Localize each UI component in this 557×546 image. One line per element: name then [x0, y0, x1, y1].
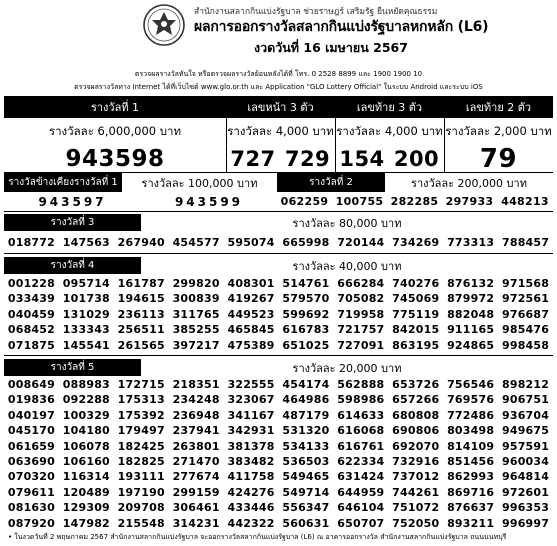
back3-number-2: 200 [393, 146, 440, 171]
prize4-number: 705082 [337, 292, 385, 306]
prize3-label: รางวัลที่ 3 [4, 214, 141, 231]
prize4-number: 514761 [282, 277, 330, 290]
prize5-number: 744261 [392, 485, 440, 499]
prize2-number: 282285 [390, 195, 439, 208]
prize5-number: 314231 [172, 516, 220, 530]
prize5-number: 949675 [501, 424, 550, 438]
prize5-number: 906751 [501, 393, 550, 407]
prize4-number: 300839 [172, 292, 220, 306]
divider [444, 118, 445, 172]
prize5-number: 598986 [337, 393, 385, 407]
prize5-number: 893211 [447, 516, 495, 530]
prize5-number: 614633 [337, 408, 385, 422]
prize5-number: 751072 [392, 501, 440, 515]
prize5-number: 464986 [282, 393, 330, 407]
prize5-number: 772486 [447, 408, 495, 422]
prize5-number: 769576 [447, 393, 495, 407]
prize5-number: 079611 [7, 485, 55, 499]
prize4-number: 311765 [172, 307, 220, 321]
last2-amount: รางวัลละ 2,000 บาท [445, 123, 552, 138]
prize4-numbers [4, 276, 553, 353]
prize5-number: 236948 [172, 408, 220, 422]
prize5-number: 104180 [62, 424, 110, 438]
prize5-number: 622334 [337, 454, 385, 468]
prize5-number: 106160 [62, 454, 110, 468]
prize4-number: 971568 [501, 277, 550, 290]
divider [4, 253, 553, 254]
prize5-number: 092288 [62, 393, 110, 407]
prize5-number: 147982 [62, 516, 110, 530]
front3-amount: รางวัลละ 4,000 บาท [227, 123, 334, 138]
prize5-number: 657266 [392, 393, 440, 407]
prize4-number: 599692 [282, 307, 330, 321]
prize5-number: 454174 [282, 378, 330, 391]
prize5-number: 814109 [447, 439, 495, 453]
prize3-number: 147563 [62, 236, 110, 249]
prize4-number: 863195 [392, 338, 440, 352]
prize3-number: 720144 [337, 236, 385, 249]
prize5-number: 129309 [62, 501, 110, 515]
prize5-number: 120489 [62, 485, 110, 499]
prize4-number: 033439 [7, 292, 55, 306]
prize4-number: 385255 [172, 323, 220, 337]
prize3-number: 454577 [172, 236, 220, 249]
prize4-number: 727091 [337, 338, 385, 352]
header [4, 0, 553, 68]
prize5-number: 081630 [7, 501, 55, 515]
prize4-number: 911165 [447, 323, 495, 337]
prize5-number: 182825 [117, 454, 165, 468]
organization-slogan: สำนักงานสลากกินแบ่งรัฐบาล ช่วยราษฎร์ เสริมรัฐ ยืนหยัดคุณธรรม [194, 7, 438, 17]
prize5-number: 756546 [447, 378, 495, 391]
prize5-number: 271470 [172, 454, 220, 468]
prize2-number: 100755 [335, 195, 384, 208]
lottery-results-sheet [4, 0, 553, 546]
prize5-number: 215548 [117, 516, 165, 530]
prize5-number: 179497 [117, 424, 165, 438]
prize4-number: 408301 [227, 277, 275, 290]
prize5-number: 960034 [501, 454, 550, 468]
prize4-number: 095714 [62, 277, 110, 290]
prize4-number: 299820 [172, 277, 220, 290]
prize5-number: 562888 [337, 378, 385, 391]
prize4-number: 068452 [7, 323, 55, 337]
prize5-number: 306461 [172, 501, 220, 515]
near1-number-2: 943599 [174, 194, 244, 209]
prize4-number: 924865 [447, 338, 495, 352]
prize5-number: 898212 [501, 378, 550, 391]
prize4-number: 998458 [501, 338, 550, 352]
prize5-numbers [4, 377, 553, 531]
prize4-number: 721757 [337, 323, 385, 337]
prize5-number: 862993 [447, 470, 495, 484]
prize2-number: 297933 [445, 195, 494, 208]
check-phone-line: ตรวจผลรางวัลทันใจ หรือตรวจผลรางวัลย้อนหลังได้ที่ โทร. 0 2528 8899 และ 1900 1900 10 [134, 70, 423, 78]
near1-label: รางวัลข้างเคียงรางวัลที่ 1 [4, 173, 122, 192]
prize5-number: 218351 [172, 378, 220, 391]
prize4-number: 972561 [501, 292, 550, 306]
last2-number: 79 [479, 145, 518, 172]
prize5-number: 549714 [282, 485, 330, 499]
prize5-number: 116314 [62, 470, 110, 484]
divider [335, 118, 336, 172]
prize4-number: 071875 [7, 338, 55, 352]
page-title: ผลการออกรางวัลสลากกินแบ่งรัฐบาลหกหลัก (L6) [194, 19, 489, 35]
prize5-number: 680808 [392, 408, 440, 422]
back3-label: เลขท้าย 3 ตัว [335, 96, 444, 118]
prize5-number: 531320 [282, 424, 330, 438]
prize4-number: 397217 [172, 338, 220, 352]
prize5-number: 936704 [501, 408, 550, 422]
prize4-number: 145541 [62, 338, 110, 352]
prize3-number: 734269 [392, 236, 440, 249]
prize5-number: 063690 [7, 454, 55, 468]
prize5-number: 383482 [227, 454, 275, 468]
prize5-number: 536503 [282, 454, 330, 468]
front3-number-1: 727 [230, 146, 276, 171]
prize5-number: 556347 [282, 501, 330, 515]
prize4-number: 719958 [337, 307, 385, 321]
prize4-number: 261565 [117, 338, 165, 352]
check-internet-line: ตรวจผลรางวัลทาง Internet ได้ที่เว็บไซต์ www.glo.or.th และ Application "GLO Lottery Official" ในระบบ Android และระบบ iOS [74, 83, 483, 91]
prize4-number: 236113 [117, 307, 165, 321]
prize5-number: 737012 [392, 470, 440, 484]
prize2-label: รางวัลที่ 2 [277, 173, 385, 192]
prize5-number: 424276 [227, 485, 275, 499]
near1-amount: รางวัลละ 100,000 บาท [141, 176, 258, 190]
prize4-number: 040459 [7, 307, 55, 321]
divider [4, 211, 553, 212]
prize5-number: 263801 [172, 439, 220, 453]
prize4-number: 985476 [501, 323, 550, 337]
prize5-number: 876637 [447, 501, 495, 515]
prize5-number: 299159 [172, 485, 220, 499]
prize4-number: 775119 [392, 307, 440, 321]
prize5-number: 964814 [501, 470, 550, 484]
prize3-amount: รางวัลละ 80,000 บาท [292, 216, 402, 230]
prize4-number: 651025 [282, 338, 330, 352]
prize4-number: 133343 [62, 323, 110, 337]
prize5-number: 646104 [337, 501, 385, 515]
prize5-number: 209708 [117, 501, 165, 515]
prize4-number: 745069 [392, 292, 440, 306]
prize4-number: 879972 [447, 292, 495, 306]
prize3-number: 665998 [282, 236, 330, 249]
footer-note: • ในงวดวันที่ 2 พฤษภาคม 2567 สำนักงานสลากกินแบ่งรัฐบาล จะออกรางวัลสลากกินแบ่งรัฐบาล (L6) ณ อาคารออกรางวัล สำนักงานสลากกินแบ่งรัฐบาล ถนนนนทบุรี [8, 533, 507, 541]
prize5-number: 019836 [7, 393, 55, 407]
prize2-number: 448213 [501, 195, 549, 208]
prize4-number: 579570 [282, 292, 330, 306]
prize3-number: 595074 [227, 236, 275, 249]
prize5-number: 381378 [227, 439, 275, 453]
prize5-number: 487179 [282, 408, 330, 422]
divider [226, 118, 227, 172]
prize4-number: 194615 [117, 292, 165, 306]
prize5-number: 653726 [392, 378, 440, 391]
prize5-number: 996353 [501, 501, 550, 515]
prize1-label: รางวัลที่ 1 [4, 96, 226, 118]
prize5-number: 690806 [392, 424, 440, 438]
prize3-number: 788457 [501, 236, 550, 249]
prize1-number: 943598 [65, 145, 165, 172]
prize4-number: 449523 [227, 307, 275, 321]
prize4-number: 256511 [117, 323, 165, 337]
prize5-number: 411758 [227, 470, 275, 484]
draw-date: งวดวันที่ 16 เมษายน 2567 [254, 40, 408, 55]
prize5-number: 644959 [337, 485, 385, 499]
prize5-number: 087920 [7, 516, 55, 530]
front3-number-2: 729 [284, 146, 331, 171]
near1-number-1: 943597 [38, 194, 107, 209]
prize5-number: 560631 [282, 516, 330, 530]
prize5-number: 172715 [117, 378, 165, 391]
prize2-number: 062259 [280, 195, 329, 208]
prize4-number: 465845 [227, 323, 275, 337]
prize5-number: 869716 [447, 485, 495, 499]
prize4-number: 419267 [227, 292, 275, 306]
prize3-number: 773313 [447, 236, 495, 249]
prize5-number: 616068 [337, 424, 385, 438]
prize5-number: 061659 [7, 439, 55, 453]
prize5-number: 534133 [282, 439, 330, 453]
prize5-number: 197190 [117, 485, 165, 499]
prize5-number: 692070 [392, 439, 440, 453]
prize4-number: 666284 [337, 277, 385, 290]
prize5-number: 277674 [172, 470, 220, 484]
prize5-number: 100329 [62, 408, 110, 422]
prize5-number: 433446 [227, 501, 275, 515]
prize5-label: รางวัลที่ 5 [4, 359, 141, 376]
prize5-number: 175392 [117, 408, 165, 422]
prize4-label: รางวัลที่ 4 [4, 257, 141, 274]
prize5-number: 234248 [172, 393, 220, 407]
prize5-number: 803498 [447, 424, 495, 438]
prize5-number: 631424 [337, 470, 385, 484]
prize5-number: 957591 [501, 439, 550, 453]
divider [4, 355, 553, 356]
prize1-amount: รางวัลละ 6,000,000 บาท [48, 123, 182, 138]
prize2-amount: รางวัลละ 200,000 บาท [411, 176, 527, 190]
prize5-number: 008649 [7, 378, 55, 391]
prize4-amount: รางวัลละ 40,000 บาท [292, 259, 402, 273]
prize5-number: 040197 [7, 408, 55, 422]
prize3-numbers [4, 235, 553, 250]
prize4-number: 876132 [447, 277, 495, 290]
prize5-number: 752050 [392, 516, 440, 530]
prize4-number: 740276 [392, 277, 440, 290]
prize3-number: 018772 [7, 236, 55, 249]
prize4-number: 616783 [282, 323, 330, 337]
glo-emblem-icon [142, 3, 186, 47]
prize5-number: 549465 [282, 470, 330, 484]
prize5-number: 442322 [227, 516, 275, 530]
prize4-number: 101738 [62, 292, 110, 306]
prize5-number: 996997 [501, 516, 550, 530]
prize4-number: 882048 [447, 307, 495, 321]
prize5-number: 175313 [117, 393, 165, 407]
prize5-number: 237941 [172, 424, 220, 438]
prize5-amount: รางวัลละ 20,000 บาท [292, 361, 402, 375]
prize4-number: 131029 [62, 307, 110, 321]
prize5-number: 070320 [7, 470, 55, 484]
prize5-number: 322555 [227, 378, 275, 391]
prize5-number: 106078 [62, 439, 110, 453]
prize5-number: 193111 [117, 470, 165, 484]
back3-amount: รางวัลละ 4,000 บาท [336, 123, 443, 138]
prize5-number: 045170 [7, 424, 55, 438]
prize4-number: 161787 [117, 277, 165, 290]
back3-number-1: 154 [339, 146, 385, 171]
prize5-number: 341167 [227, 408, 275, 422]
prize5-number: 088983 [62, 378, 110, 391]
prize3-number: 267940 [117, 236, 165, 249]
prize5-number: 323067 [227, 393, 275, 407]
prize4-number: 001228 [7, 277, 55, 290]
prize4-number: 842015 [392, 323, 440, 337]
prize4-number: 976687 [501, 307, 550, 321]
prize4-number: 475389 [227, 338, 275, 352]
prize5-number: 732916 [392, 454, 440, 468]
prize5-number: 342931 [227, 424, 275, 438]
front3-label: เลขหน้า 3 ตัว [226, 96, 335, 118]
prize5-number: 851456 [447, 454, 495, 468]
prize5-number: 650707 [337, 516, 385, 530]
prize5-number: 616761 [337, 439, 385, 453]
prize5-number: 972601 [501, 485, 550, 499]
last2-label: เลขท้าย 2 ตัว [444, 96, 553, 118]
prize5-number: 182425 [117, 439, 165, 453]
